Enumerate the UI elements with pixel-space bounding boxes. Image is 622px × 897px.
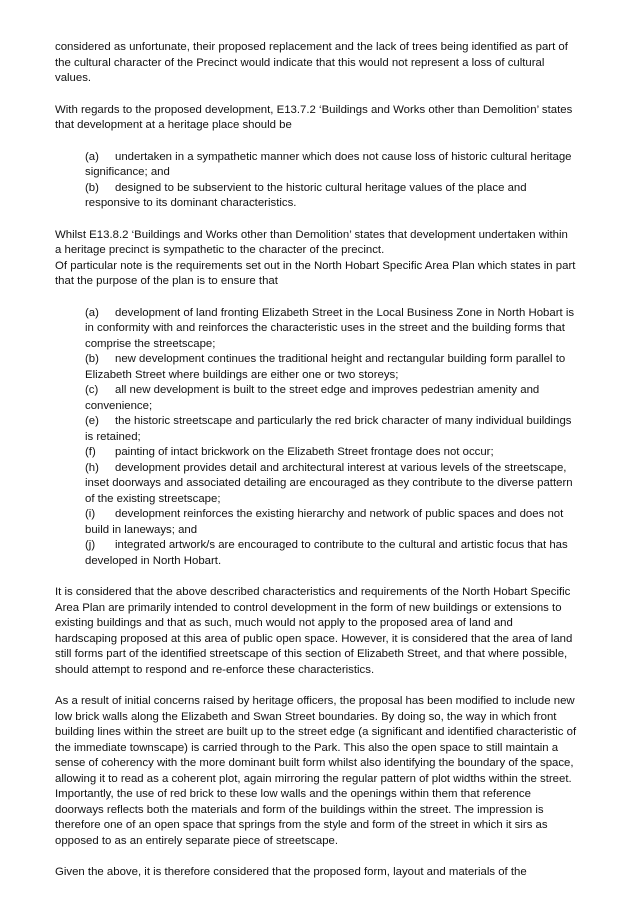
paragraph-brick-walls: As a result of initial concerns raised by heritage officers, the proposal has been modified to include new low brick walls along the Elizabeth and Swan Street boundaries. By doing so, the way in which front building lines within the street are built up to the street edge (a significant and identified characteristic of the immediate townscape) is carried through to the Park. This also the open space to still maintain a sense of coherency with the more dominant built form whilst also identifying the boundary of the space, allowing it to read as a coherent plot, again mirroring the regular pattern of plot widths within the street. Importantly, the use of red brick to these low walls and the openings within them that reference doorways reflects both the materials and form of the buildings within the street. The impression is therefore one of an open space that springs from the style and form of the street in which it sirs as opposed to as an entirely separate piece of streetscape.: [55, 695, 577, 847]
list-item-text: undertaken in a sympathetic manner which does not cause loss of historic cultural heritage significance; and: [85, 150, 572, 178]
list-item-text: development provides detail and architectural interest at various levels of the streetscape, inset doorways and associated detailing are encouraged as they contribute to the diverse pattern of the existing streetscape;: [85, 461, 573, 505]
document-page: [55, 40, 577, 897]
list-item: [85, 445, 577, 461]
list-item: [85, 306, 577, 353]
paragraph-e13-8-2: Whilst E13.8.2 ‘Buildings and Works other than Demolition’ states that development undertaken within a heritage precinct is sympathetic to the character of the precinct.: [55, 228, 568, 256]
list-item-text: the historic streetscape and particularly the red brick character of many individual buildings is retained;: [85, 415, 572, 443]
list-specific-area-plan-purposes: [85, 306, 577, 570]
list-marker: (i): [85, 508, 96, 520]
list-item: [85, 461, 577, 508]
list-item-text: painting of intact brickwork on the Elizabeth Street frontage does not occur;: [115, 446, 494, 458]
paragraph-considerations: It is considered that the above described characteristics and requirements of the North Hobart Specific Area Plan are primarily intended to control development in the form of new buildings or extensions to existing buildings and that as such, much would not apply to the proposed area of land and hardscaping proposed at this area of public open space. However, it is considered that the area of land still forms part of the identified streetscape of this section of Elizabeth Street, and that where possible, should attempt to respond and re-enforce these characteristics.: [55, 586, 573, 676]
list-marker: (j): [85, 539, 96, 551]
list-marker: (b): [85, 353, 99, 365]
list-item: [85, 383, 577, 414]
list-item: [85, 352, 577, 383]
list-marker: (a): [85, 150, 99, 163]
list-marker: (f): [85, 446, 96, 458]
list-e13-7-2-criteria: [85, 150, 577, 212]
list-item-text: development reinforces the existing hierarchy and network of public spaces and does not build in laneways; and: [85, 508, 564, 536]
list-item: [85, 538, 577, 569]
list-item-text: integrated artwork/s are encouraged to contribute to the cultural and artistic focus that has developed in North Hobart.: [85, 539, 568, 567]
list-item-text: all new development is built to the street edge and improves pedestrian amenity and convenience;: [85, 384, 540, 412]
list-item-text: development of land fronting Elizabeth Street in the Local Business Zone in North Hobart is in conformity with and reinforces the characteristic uses in the street and the building forms that comprise the streetscape;: [85, 306, 575, 350]
paragraph-specific-area-plan-intro: Of particular note is the requirements set out in the North Hobart Specific Area Plan which states in part that the purpose of the plan is to ensure that: [55, 259, 576, 287]
paragraph-loss-of-cultural-values: considered as unfortunate, their proposed replacement and the lack of trees being identified as part of the cultural character of the Precinct would indicate that this would not represent a loss of cultural values.: [55, 41, 568, 84]
list-item: [85, 150, 577, 181]
list-item: [85, 507, 577, 538]
paragraph-conclusion-start: Given the above, it is therefore considered that the proposed form, layout and materials of the: [55, 866, 527, 878]
list-marker: (a): [85, 306, 99, 319]
list-item-text: designed to be subservient to the historic cultural heritage values of the place and responsive to its dominant characteristics.: [85, 181, 527, 209]
list-marker: (h): [85, 461, 99, 474]
list-marker: (c): [85, 384, 99, 396]
list-marker: (b): [85, 181, 99, 194]
list-item: [85, 414, 577, 445]
paragraph-e13-7-2-intro: With regards to the proposed development, E13.7.2 ‘Buildings and Works other than Demolition’ states that development at a heritage place should be: [55, 103, 573, 131]
list-item-text: new development continues the traditional height and rectangular building form parallel to Elizabeth Street where buildings are either one or two storeys;: [85, 353, 566, 381]
list-marker: (e): [85, 415, 99, 427]
list-item: [85, 181, 577, 212]
